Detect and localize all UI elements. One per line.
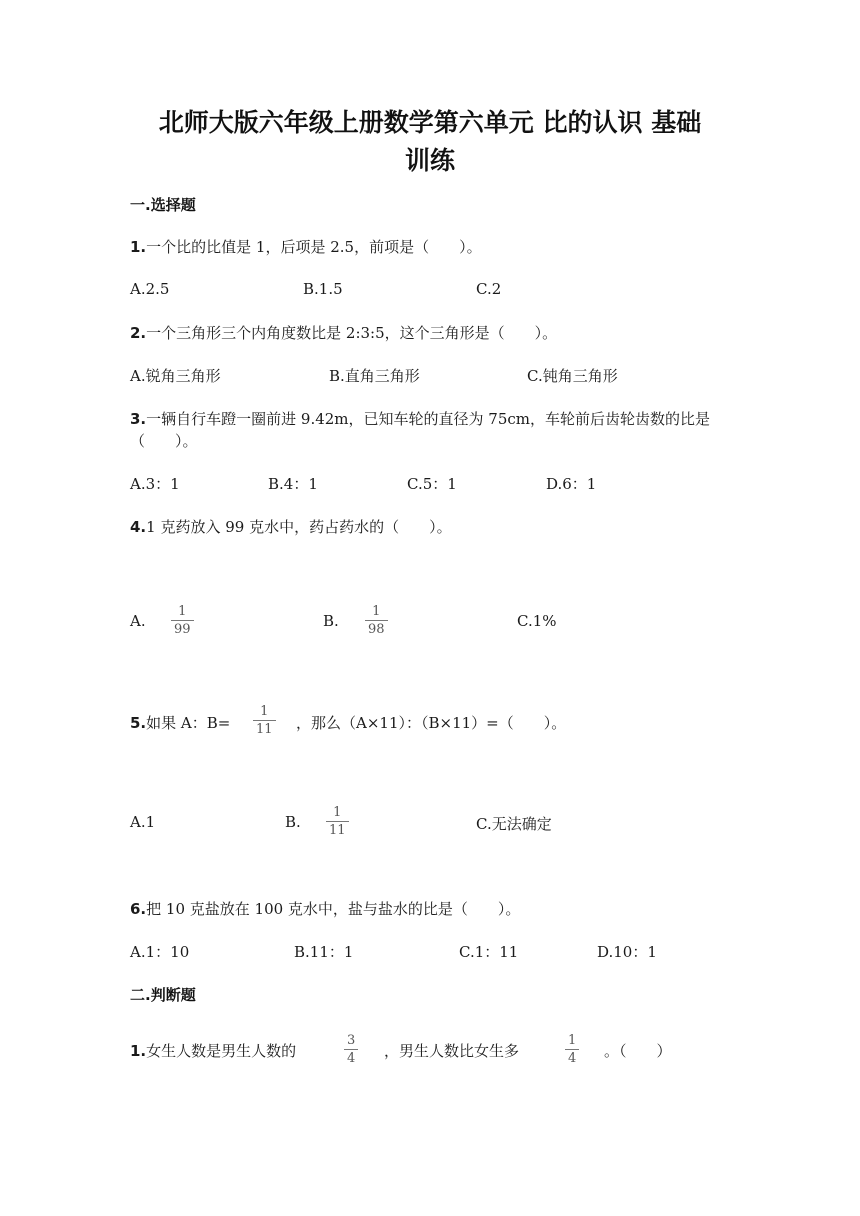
question-6 bbox=[130, 898, 520, 920]
section-heading-judgment: 二.判断题 bbox=[130, 986, 196, 1004]
question-number: 3. bbox=[130, 410, 147, 428]
option-c: C.无法确定 bbox=[476, 815, 552, 833]
numerator: 1 bbox=[178, 604, 187, 619]
page-title bbox=[90, 104, 770, 180]
question-4 bbox=[130, 516, 452, 538]
option-b: B. bbox=[323, 612, 339, 630]
judgment-1 bbox=[130, 1040, 296, 1062]
section-heading-choice: 一.选择题 bbox=[130, 196, 196, 214]
option-b: B. bbox=[285, 813, 301, 831]
option-b: B.1.5 bbox=[303, 280, 343, 298]
question-text: 把 10 克盐放在 100 克水中，盐与盐水的比是（ ）。 bbox=[146, 900, 521, 918]
question-text-post: ，那么（A×11）：（B×11）=（ ）。 bbox=[296, 714, 567, 732]
option-a: A.1 bbox=[130, 813, 156, 831]
option-c: C.2 bbox=[476, 280, 502, 298]
question-number: 1. bbox=[130, 1042, 147, 1060]
numerator: 1 bbox=[333, 805, 342, 820]
option-b: B.4：1 bbox=[268, 475, 318, 493]
judgment-1-fraction-1 bbox=[344, 1033, 358, 1066]
option-c: C.1：11 bbox=[459, 943, 519, 961]
numerator: 3 bbox=[347, 1033, 356, 1048]
denominator: 4 bbox=[347, 1051, 356, 1066]
question-1 bbox=[130, 236, 482, 258]
question-text: 一个比的比值是 1，后项是 2.5，前项是（ ）。 bbox=[146, 238, 482, 256]
option-a: A. bbox=[130, 612, 146, 630]
option-b-fraction bbox=[365, 604, 388, 637]
numerator: 1 bbox=[372, 604, 381, 619]
option-c: C.1% bbox=[517, 612, 557, 630]
judgment-1-fraction-2 bbox=[565, 1033, 579, 1066]
option-b-fraction bbox=[326, 805, 349, 838]
title-line-2: 训练 bbox=[404, 146, 455, 175]
question-5 bbox=[130, 712, 230, 734]
question-text-pre: 女生人数是男生人数的 bbox=[146, 1042, 297, 1060]
question-number: 2. bbox=[130, 324, 147, 342]
question-number: 6. bbox=[130, 900, 147, 918]
option-a: A.3：1 bbox=[130, 475, 180, 493]
question-number: 5. bbox=[130, 714, 147, 732]
question-text: 一辆自行车蹬一圈前进 9.42m，已知车轮的直径为 75cm，车轮前后齿轮齿数的比是（ ）。 bbox=[130, 410, 711, 450]
option-d: D.6：1 bbox=[546, 475, 597, 493]
option-b: B.11：1 bbox=[294, 943, 354, 961]
option-c: C.5：1 bbox=[407, 475, 457, 493]
question-3 bbox=[130, 408, 730, 452]
denominator: 11 bbox=[256, 722, 273, 737]
title-line-1: 北师大版六年级上册数学第六单元 比的认识 基础 bbox=[158, 108, 702, 137]
question-number: 1. bbox=[130, 238, 147, 256]
question-text-mid: ，男生人数比女生多 bbox=[384, 1042, 520, 1060]
option-d: D.10：1 bbox=[597, 943, 657, 961]
denominator: 4 bbox=[568, 1051, 577, 1066]
numerator: 1 bbox=[568, 1033, 577, 1048]
question-number: 4. bbox=[130, 518, 147, 536]
denominator: 98 bbox=[368, 622, 385, 637]
question-text: 1 克药放入 99 克水中，药占药水的（ ）。 bbox=[146, 518, 452, 536]
option-a: A.2.5 bbox=[130, 280, 170, 298]
question-text-pre: 如果 A：B= bbox=[146, 714, 231, 732]
option-a: A.锐角三角形 bbox=[130, 367, 221, 385]
denominator: 99 bbox=[174, 622, 191, 637]
option-b: B.直角三角形 bbox=[329, 367, 420, 385]
denominator: 11 bbox=[329, 823, 346, 838]
option-c: C.钝角三角形 bbox=[527, 367, 618, 385]
option-a: A.1：10 bbox=[130, 943, 190, 961]
question-2 bbox=[130, 322, 557, 344]
question-5-fraction bbox=[253, 704, 276, 737]
numerator: 1 bbox=[260, 704, 269, 719]
question-text: 一个三角形三个内角度数比是 2:3:5，这个三角形是（ ）。 bbox=[146, 324, 558, 342]
question-text-post: 。（ ） bbox=[604, 1042, 672, 1060]
option-a-fraction bbox=[171, 604, 194, 637]
